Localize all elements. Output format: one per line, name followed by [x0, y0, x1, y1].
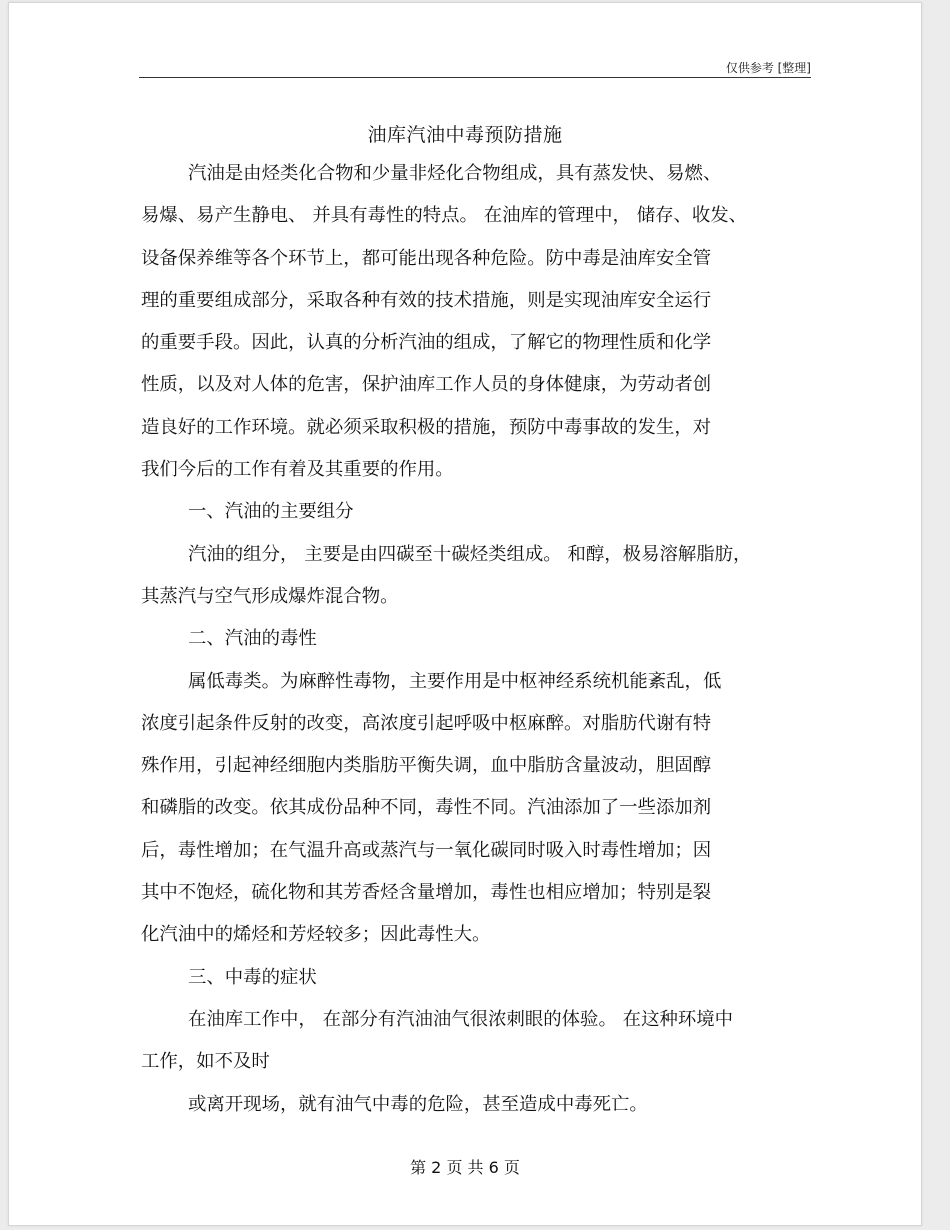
- body-line: 我们今后的工作有着及其重要的作用。: [141, 459, 454, 481]
- body-line: 或离开现场，就有油气中毒的危险，甚至造成中毒死亡。: [188, 1093, 648, 1115]
- body-line: 化汽油中的烯烃和芳烃较多；因此毒性大。: [141, 924, 491, 946]
- body-line: 后，毒性增加；在气温升高或蒸汽与一氧化碳同时吸入时毒性增加；因: [141, 839, 712, 861]
- body-line: 造良好的工作环境。就必须采取积极的措施，预防中毒事故的发生，对: [141, 416, 712, 438]
- section-heading: 一、汽油的主要组分: [188, 501, 354, 523]
- body-line: 汽油的组分， 主要是由四碳至十碳烃类组成。 和醇，极易溶解脂肪，: [188, 543, 752, 565]
- body-line: 汽油是由烃类化合物和少量非烃化合物组成，具有蒸发快、易燃、: [188, 163, 722, 184]
- page-number-footer: 第 2 页 共 6 页: [410, 1158, 520, 1177]
- header-reference-label: 仅供参考 [整理]: [725, 61, 811, 75]
- document-page: [8, 2, 922, 1226]
- body-line: 和磷脂的改变。依其成份品种不同，毒性不同。汽油添加了一些添加剂: [141, 797, 712, 819]
- body-line: 属低毒类。为麻醉性毒物，主要作用是中枢神经系统机能紊乱，低: [188, 670, 722, 692]
- body-line: 的重要手段。因此，认真的分析汽油的组成，了解它的物理性质和化学: [141, 332, 712, 354]
- body-line: 理的重要组成部分，采取各种有效的技术措施，则是实现油库安全运行: [141, 289, 712, 311]
- header-divider: [139, 77, 811, 78]
- body-line: 其蒸汽与空气形成爆炸混合物。: [141, 585, 399, 607]
- section-heading: 二、汽油的毒性: [188, 628, 317, 650]
- document-body: [141, 153, 821, 1126]
- body-line: 其中不饱烃，硫化物和其芳香烃含量增加，毒性也相应增加；特别是裂: [141, 882, 712, 904]
- body-line: 设备保养维等各个环节上，都可能出现各种危险。防中毒是油库安全管: [141, 247, 712, 269]
- body-line: 工作，如不及时: [141, 1051, 270, 1073]
- section-heading: 三、中毒的症状: [188, 966, 317, 988]
- document-title: 油库汽油中毒预防措施: [367, 124, 563, 146]
- body-line: 易爆、易产生静电、 并具有毒性的特点。 在油库的管理中， 储存、收发、: [141, 205, 748, 227]
- body-line: 在油库工作中， 在部分有汽油油气很浓刺眼的体验。 在这种环境中: [188, 1008, 734, 1030]
- body-line: 殊作用，引起神经细胞内类脂肪平衡失调，血中脂肪含量波动，胆固醇: [141, 755, 712, 777]
- body-line: 性质，以及对人体的危害，保护油库工作人员的身体健康，为劳动者创: [141, 374, 712, 396]
- body-line: 浓度引起条件反射的改变，高浓度引起呼吸中枢麻醉。对脂肪代谢有特: [141, 712, 712, 734]
